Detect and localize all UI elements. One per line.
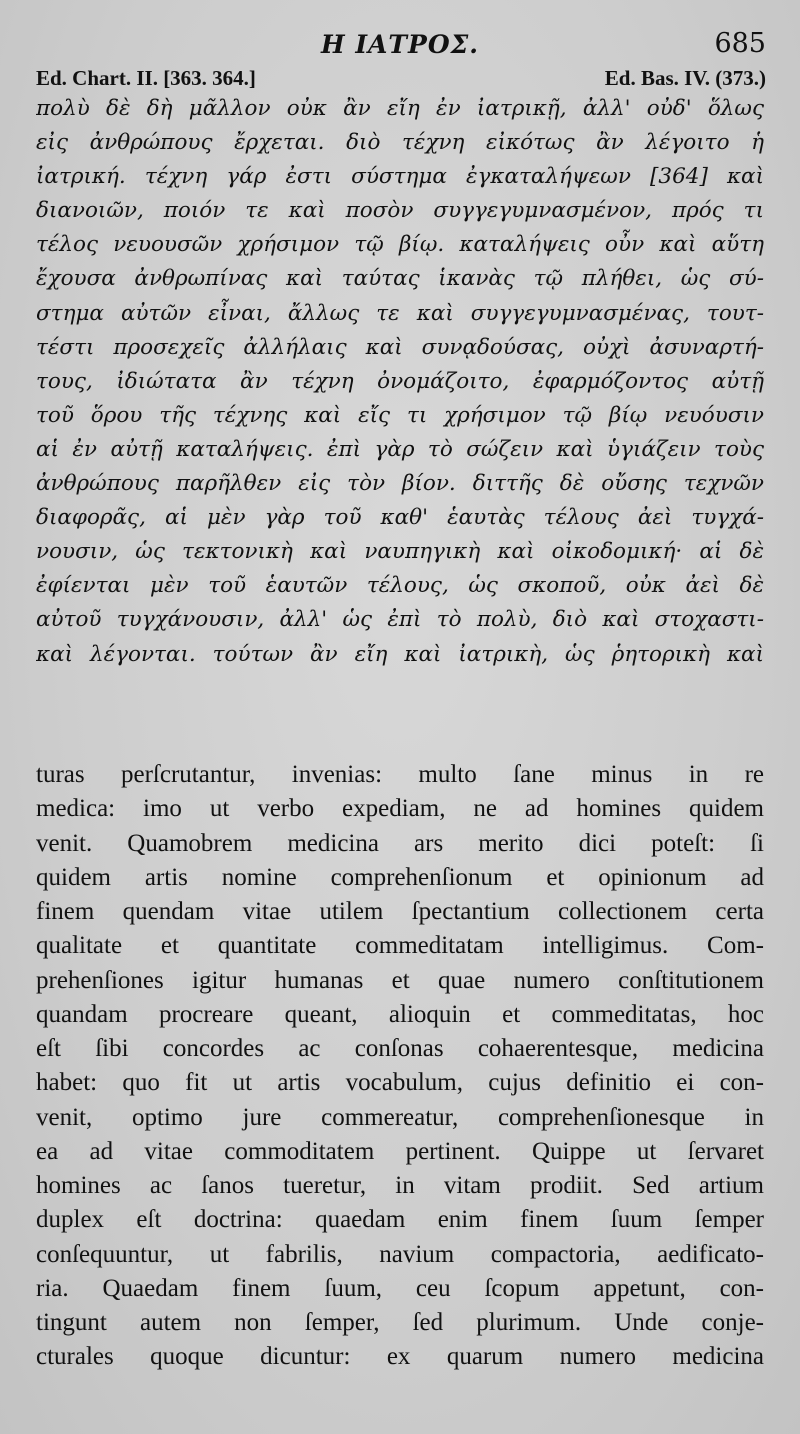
latin-text-line: conſequuntur, ut fabrilis, navium compactoria, aedificato-	[36, 1240, 764, 1268]
greek-text-line: στημα αὐτῶν εἶναι, ἄλλως τε καὶ συγγεγυμνασμένας, τουτ-	[36, 300, 764, 326]
greek-text-line: νουσιν, ὡς τεκτονικὴ καὶ ναυπηγικὴ καὶ οἰκοδομική· αἱ δὲ	[36, 539, 764, 565]
latin-text-line: duplex eſt doctrina: quaedam enim finem ſuum ſemper	[36, 1206, 764, 1234]
latin-text-block	[36, 758, 764, 1375]
greek-text-line: ἐφίενται μὲν τοῦ ἑαυτῶν τέλους, ὡς σκοποῦ, οὐκ ἀεὶ δὲ	[36, 573, 764, 599]
greek-text-line: εἰς ἀνθρώπους ἔρχεται. διὸ τέχνη εἰκότως ἂν λέγοιτο ἡ	[36, 130, 764, 156]
latin-text-line: homines ac ſanos tueretur, in vitam prodiit. Sed artium	[36, 1172, 764, 1199]
greek-text-line: ἰατρική. τέχνη γάρ ἐστι σύστημα ἐγκαταλήψεων [364] καὶ	[36, 164, 764, 190]
latin-text-line: quidem artis nomine comprehenſionum et opinionum ad	[36, 863, 764, 891]
greek-text-line: τέλος νευουσῶν χρήσιμον τῷ βίῳ. καταλήψεις οὖν καὶ αὕτη	[36, 232, 764, 258]
greek-text-line: πολὺ δὲ δὴ μᾶλλον οὐκ ἂν εἴη ἐν ἰατρικῇ, ἀλλ' οὐδ' ὅλως	[36, 96, 764, 121]
page-number: 685	[714, 28, 766, 59]
latin-text-line: venit. Quamobrem medicina ars merito dici poteſt: ſi	[36, 829, 764, 857]
latin-text-line: qualitate et quantitate commeditatam intelligimus. Com-	[36, 932, 764, 960]
greek-text-line: ἀνθρώπους παρῆλθεν εἰς τὸν βίον. διττῆς δὲ οὔσης τεχνῶν	[36, 471, 764, 497]
edition-basel-reference: Ed. Bas. IV. (373.)	[604, 66, 766, 90]
latin-text-line: turas perſcrutantur, invenias: multo ſane minus in re	[36, 761, 764, 788]
running-title: Η ΙΑΤΡΟΣ.	[321, 30, 479, 59]
latin-text-line: prehenſiones igitur humanas et quae numero conſtitutionem	[36, 966, 764, 994]
greek-text-line: αὐτοῦ τυγχάνουσιν, ἀλλ' ὡς ἐπὶ τὸ πολὺ, διὸ καὶ στοχαστι-	[36, 607, 764, 633]
latin-text-line: venit, optimo jure commereatur, comprehenſionesque in	[36, 1103, 764, 1131]
latin-text-line: quandam procreare queant, alioquin et commeditatas, hoc	[36, 1000, 764, 1028]
greek-text-line: τους, ἰδιώτατα ἂν τέχνη ὀνομάζοιτο, ἐφαρμόζοντος αὐτῇ	[36, 368, 764, 394]
latin-text-line: habet: quo fit ut artis vocabulum, cujus definitio ei con-	[36, 1069, 764, 1097]
latin-text-line: medica: imo ut verbo expediam, ne ad homines quidem	[36, 795, 764, 823]
greek-text-line: καὶ λέγονται. τούτων ἂν εἴη καὶ ἰατρικὴ, ὡς ῥητορικὴ καὶ	[36, 641, 764, 667]
latin-text-line: tingunt autem non ſemper, ſed plurimum. Unde conje-	[36, 1309, 764, 1336]
greek-text-line: τέστι προσεχεῖς ἀλλήλαις καὶ συνᾳδούσας, οὐχὶ ἀσυναρτή-	[36, 334, 764, 360]
greek-text-line: διανοιῶν, ποιόν τε καὶ ποσὸν συγγεγυμνασμένον, πρός τι	[36, 198, 764, 224]
latin-text-line: ria. Quaedam finem ſuum, ceu ſcopum appetunt, con-	[36, 1274, 764, 1302]
latin-text-line: finem quendam vitae utilem ſpectantium collectionem certa	[36, 898, 764, 925]
latin-text-line: ea ad vitae commoditatem pertinent. Quippe ut ſervaret	[36, 1137, 764, 1165]
greek-text-line: τοῦ ὅρου τῆς τέχνης καὶ εἴς τι χρήσιμον τῷ βίῳ νευόυσιν	[36, 402, 764, 428]
greek-text-line: διαφορᾶς, αἱ μὲν γὰρ τοῦ καθ' ἑαυτὰς τέλους ἀεὶ τυγχά-	[36, 505, 764, 531]
edition-chartier-reference: Ed. Chart. II. [363. 364.]	[36, 66, 256, 90]
latin-text-line: cturales quoque dicuntur: ex quarum numero medicina	[36, 1343, 764, 1371]
latin-text-line: eſt ſibi concordes ac conſonas cohaerentesque, medicina	[36, 1035, 764, 1062]
greek-text-block	[36, 92, 764, 672]
greek-text-line: ἔχουσα ἀνθρωπίνας καὶ ταύτας ἱκανὰς τῷ πλήθει, ὡς σύ-	[36, 266, 764, 292]
greek-text-line: αἱ ἐν αὐτῇ καταλήψεις. ἐπὶ γὰρ τὸ σώζειν καὶ ὑγιάζειν τοὺς	[36, 436, 764, 462]
